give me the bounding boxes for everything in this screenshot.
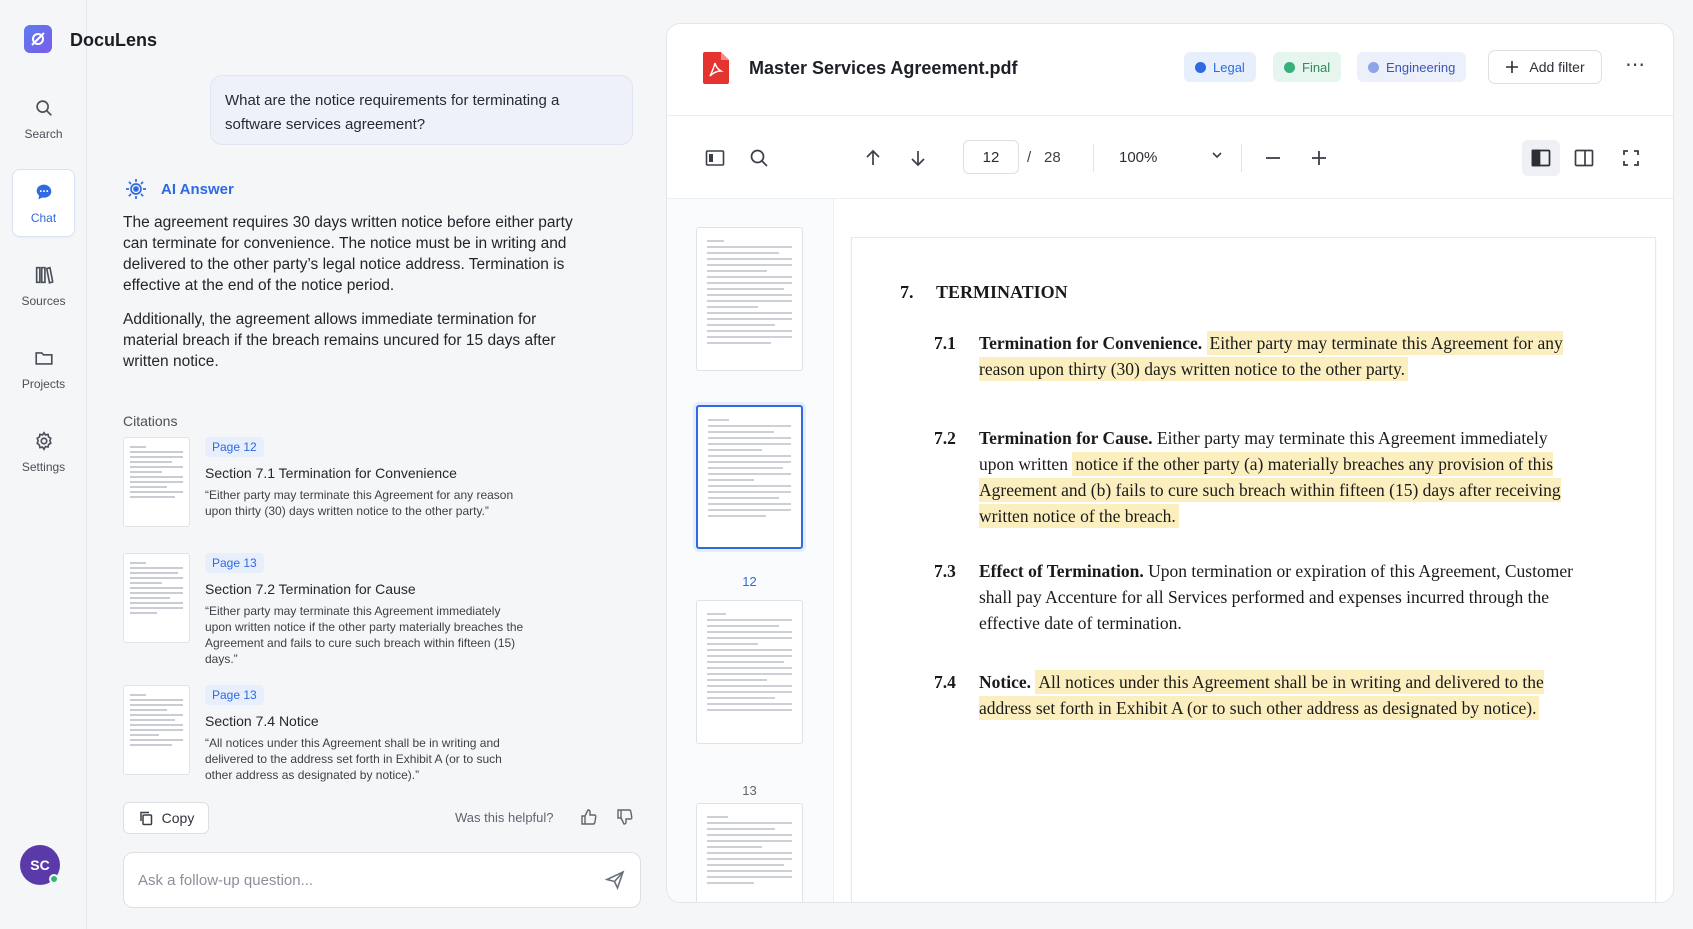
thumbs-up-icon[interactable] <box>580 808 598 826</box>
nav-label: Chat <box>30 211 57 225</box>
page-thumbnail[interactable] <box>696 803 803 903</box>
app-name: DocuLens <box>70 30 158 50</box>
send-icon[interactable] <box>604 869 626 891</box>
clause-7-4 <box>934 669 1574 721</box>
next-page-button[interactable] <box>904 116 932 199</box>
split-view-icon <box>1574 149 1594 167</box>
tag-engineering[interactable] <box>1357 52 1466 82</box>
chevron-down-icon[interactable] <box>1209 147 1225 163</box>
document-page <box>851 237 1656 903</box>
nav-item-projects[interactable] <box>12 335 75 403</box>
highlighted-text[interactable]: Either party may terminate this Agreement for any reason upon thirty (30) days written notice to the other party. <box>979 333 1563 379</box>
citation-title: Section 7.2 Termination for Cause <box>205 581 416 597</box>
folder-icon <box>33 347 55 369</box>
more-options-icon[interactable]: ⋯ <box>1625 54 1646 76</box>
page-thumbnail[interactable] <box>696 227 803 371</box>
avatar[interactable] <box>20 845 60 885</box>
citation-page-badge[interactable]: Page 12 <box>205 437 264 457</box>
search-document-button[interactable] <box>745 116 773 199</box>
page-thumbnail[interactable] <box>696 600 803 744</box>
clause-text: Upon termination or expiration of this Agreement, Customer shall pay Accenture for all Services performed and expenses incurred through the effective date of termination. <box>979 561 1573 633</box>
tag-label: Engineering <box>1386 59 1456 75</box>
app-logo-icon[interactable] <box>24 25 52 53</box>
plus-icon <box>1505 60 1519 74</box>
toolbar-divider <box>1093 144 1094 172</box>
search-icon <box>749 148 769 168</box>
clause-number: 7.4 <box>934 672 956 692</box>
citation-title: Section 7.4 Notice <box>205 713 319 729</box>
citation-page-thumbnail[interactable] <box>123 553 190 643</box>
gear-icon <box>33 430 55 452</box>
nav-label: Projects <box>21 377 66 391</box>
avatar-initials: SC <box>30 857 50 873</box>
minus-icon <box>1264 149 1282 167</box>
add-filter-label: Add filter <box>1529 59 1585 75</box>
page-thumbnails-panel <box>667 199 834 903</box>
citation-card[interactable] <box>123 685 523 782</box>
toolbar-divider <box>1241 144 1242 172</box>
page-thumbnail-label: 12 <box>742 574 757 589</box>
citation-page-thumbnail[interactable] <box>123 437 190 527</box>
total-pages: 28 <box>1044 149 1061 166</box>
tag-color-dot <box>1195 62 1206 73</box>
page-separator: / <box>1027 149 1032 166</box>
plus-icon <box>1310 149 1328 167</box>
page-thumbnail-label: 13 <box>742 783 757 798</box>
citation-quote: “All notices under this Agreement shall be in writing and delivered to the address set forth in Exhibit A (or to such other address as designated by notice).” <box>205 736 502 782</box>
tag-final[interactable] <box>1273 52 1341 82</box>
clause-number: 7.3 <box>934 561 956 581</box>
ai-answer-title: AI Answer <box>161 180 234 198</box>
clause-7-1 <box>934 330 1574 382</box>
nav-item-chat[interactable] <box>12 169 75 237</box>
sidebar-toggle-icon <box>705 149 725 167</box>
ai-answer-header <box>123 176 234 202</box>
tag-label: Final <box>1302 59 1331 75</box>
chat-icon <box>33 181 55 203</box>
tag-color-dot <box>1368 62 1379 73</box>
tag-legal[interactable] <box>1184 52 1256 82</box>
nav-item-settings[interactable] <box>12 418 75 486</box>
split-view-button[interactable] <box>1565 140 1603 176</box>
clause-heading: Termination for Cause. <box>979 428 1153 448</box>
page-thumbnail-selected[interactable] <box>696 405 803 549</box>
search-icon <box>33 97 55 119</box>
nav-item-sources[interactable] <box>12 252 75 320</box>
highlighted-text[interactable]: notice if the other party (a) materially breaches any provision of this Agreement and (b) fails to cure such breach within fifteen (15) days after receiving written notice of the breach. <box>979 454 1561 526</box>
citation-quote: “Either party may terminate this Agreement for any reason upon thirty (30) days written notice to the other party.” <box>205 488 514 518</box>
panel-left-icon <box>1531 149 1551 167</box>
copy-button[interactable] <box>123 802 209 834</box>
section-heading <box>900 282 1068 303</box>
online-status-icon <box>49 874 59 884</box>
viewer-toolbar <box>667 116 1673 199</box>
clause-heading: Effect of Termination. <box>979 561 1144 581</box>
clause-7-2 <box>934 425 1574 529</box>
user-question-bubble: What are the notice requirements for terminating a software services agreement? <box>210 75 633 145</box>
highlighted-text[interactable]: All notices under this Agreement shall be in writing and delivered to the address set forth in Exhibit A (or to such other address as designated by notice). <box>979 672 1544 718</box>
toggle-sidebar-button[interactable] <box>701 116 729 199</box>
arrow-down-icon <box>910 149 926 167</box>
citation-page-thumbnail[interactable] <box>123 685 190 775</box>
nav-item-search[interactable] <box>12 85 75 153</box>
followup-placeholder: Ask a follow-up question... <box>138 871 314 889</box>
clause-heading: Termination for Convenience. <box>979 333 1203 353</box>
single-page-view-button[interactable] <box>1522 140 1560 176</box>
section-number: 7. <box>900 282 914 302</box>
citations-label: Citations <box>123 413 178 429</box>
citation-title: Section 7.1 Termination for Convenience <box>205 465 457 481</box>
nav-label: Search <box>24 127 63 141</box>
helpful-prompt: Was this helpful? <box>455 810 554 825</box>
citation-quote: “Either party may terminate this Agreement immediately upon written notice if the other party materially breaches the Agreement and fails to cure such breach within fifteen (15) days.” <box>205 604 524 666</box>
citation-page-badge[interactable]: Page 13 <box>205 553 264 573</box>
document-viewer <box>666 23 1674 903</box>
fullscreen-icon <box>1622 149 1640 167</box>
citation-card[interactable] <box>123 553 524 666</box>
add-filter-button[interactable] <box>1488 50 1602 84</box>
zoom-select[interactable]: 100% <box>1119 149 1158 166</box>
citation-page-badge[interactable]: Page 13 <box>205 685 264 705</box>
clause-7-3 <box>934 558 1574 636</box>
fullscreen-button[interactable] <box>1612 140 1650 176</box>
viewer-header <box>667 24 1673 116</box>
clause-number: 7.2 <box>934 428 956 448</box>
zoom-out-button[interactable] <box>1259 116 1287 199</box>
page-number-input[interactable]: 12 <box>963 140 1019 174</box>
ai-answer-text <box>123 212 573 372</box>
nav-label: Sources <box>21 294 66 308</box>
copy-button-label: Copy <box>161 810 195 826</box>
answer-paragraph: Additionally, the agreement allows immediate termination for material breach if the breach remains uncured for 15 days after written notice. <box>123 311 556 370</box>
clause-heading: Notice. <box>979 672 1031 692</box>
clause-text: Either party may terminate this Agreement immediately upon written <box>979 428 1548 474</box>
answer-paragraph: The agreement requires 30 days written notice before either party can terminate for convenience. The notice must be in writing and delivered to the other party’s legal notice address. Termination is effective at the end of the notice period. <box>123 214 573 294</box>
tag-color-dot <box>1284 62 1295 73</box>
document-title: Master Services Agreement.pdf <box>749 58 1018 78</box>
arrow-up-icon <box>865 149 881 167</box>
section-title: TERMINATION <box>936 282 1068 302</box>
zoom-in-button[interactable] <box>1305 116 1333 199</box>
thumbs-down-icon[interactable] <box>616 808 634 826</box>
nav-label: Settings <box>21 460 66 474</box>
citation-card[interactable] <box>123 437 523 529</box>
previous-page-button[interactable] <box>859 116 887 199</box>
followup-input[interactable] <box>123 852 641 908</box>
tag-label: Legal <box>1213 59 1245 75</box>
library-icon <box>33 264 55 286</box>
pdf-file-icon <box>703 52 729 84</box>
ai-sparkle-icon <box>123 176 149 202</box>
clause-number: 7.1 <box>934 333 956 353</box>
copy-icon <box>138 810 154 826</box>
